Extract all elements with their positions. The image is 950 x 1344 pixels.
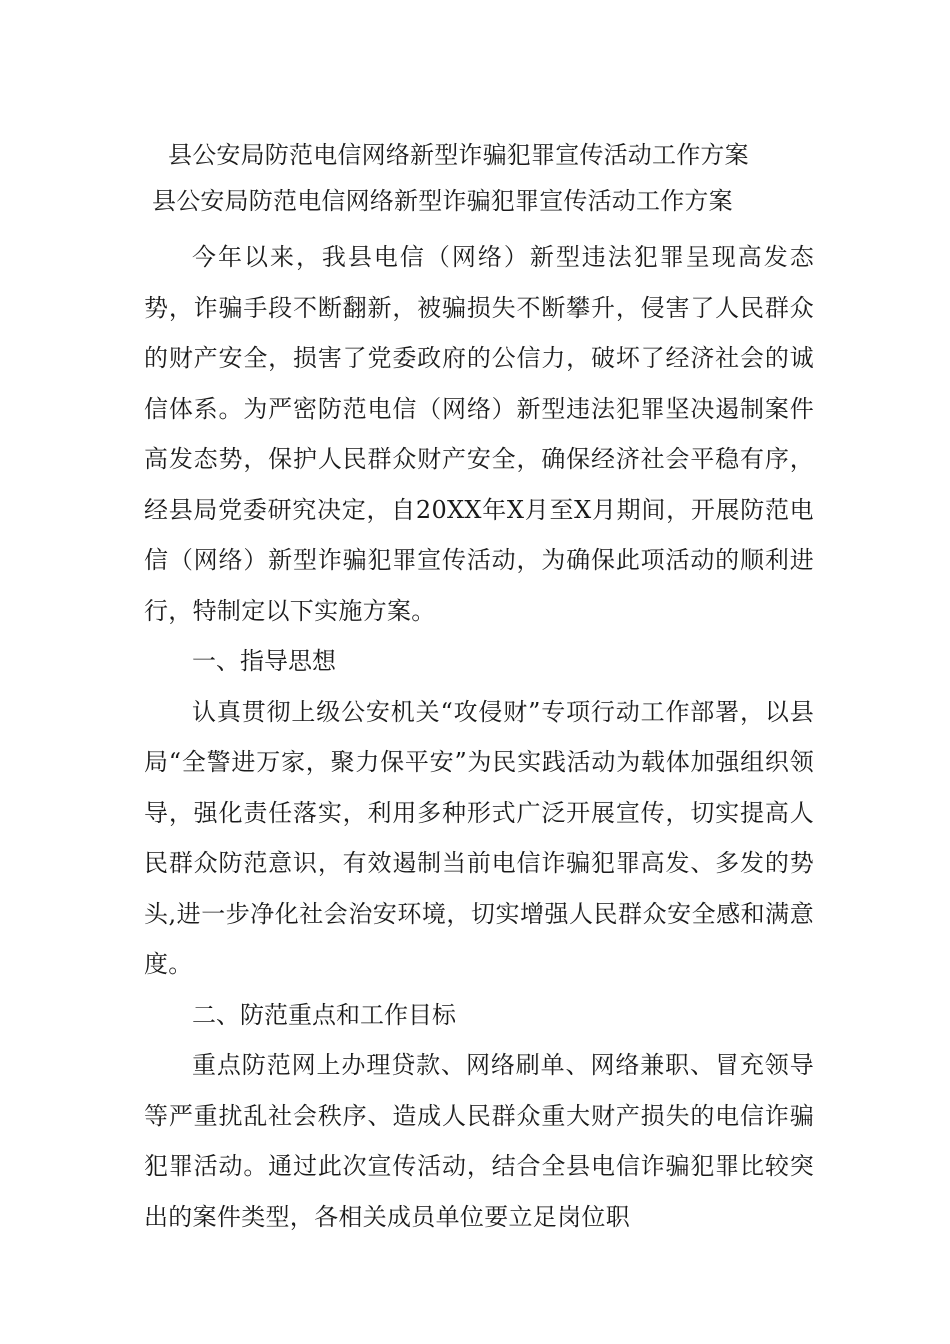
document-title: 县公安局防范电信网络新型诈骗犯罪宣传活动工作方案 — [168, 141, 749, 169]
intro-paragraph: 今年以来，我县电信（网络）新型违法犯罪呈现高发态势，诈骗手段不断翻新，被骗损失不断攀升，侵害了人民群众的财产安全，损害了党委政府的公信力，破坏了经济社会的诚信体系。为严密防范电信（网络）新型违法犯罪坚决遏制案件高发态势，保护人民群众财产安全，确保经济社会平稳有序，经县局党委研究决定，自20XX年X月至X月期间，开展防范电信（网络）新型诈骗犯罪宣传活动，为确保此项活动的顺利进行，特制定以下实施方案。 — [144, 243, 814, 625]
section-1-heading: 一、指导思想 — [192, 647, 336, 675]
section-2-paragraph: 重点防范网上办理贷款、网络刷单、网络兼职、冒充领导等严重扰乱社会秩序、造成人民群众重大财产损失的电信诈骗犯罪活动。通过此次宣传活动，结合全县电信诈骗犯罪比较突出的案件类型，各相关成员单位要立足岗位职 — [144, 1051, 814, 1231]
section-2-heading: 二、防范重点和工作目标 — [192, 1000, 456, 1029]
document-body — [144, 232, 814, 1242]
section-1-paragraph: 认真贯彻上级公安机关“攻侵财”专项行动工作部署，以县局“全警进万家，聚力保平安”为民实践活动为载体加强组织领导，强化责任落实，利用多种形式广泛开展宣传，切实提高人民群众防范意识，有效遏制当前电信诈骗犯罪高发、多发的势头,进一步净化社会治安环境，切实增强人民群众安全感和满意度。 — [144, 697, 814, 978]
document-title-repeat: 县公安局防范电信网络新型诈骗犯罪宣传活动工作方案 — [152, 187, 733, 215]
